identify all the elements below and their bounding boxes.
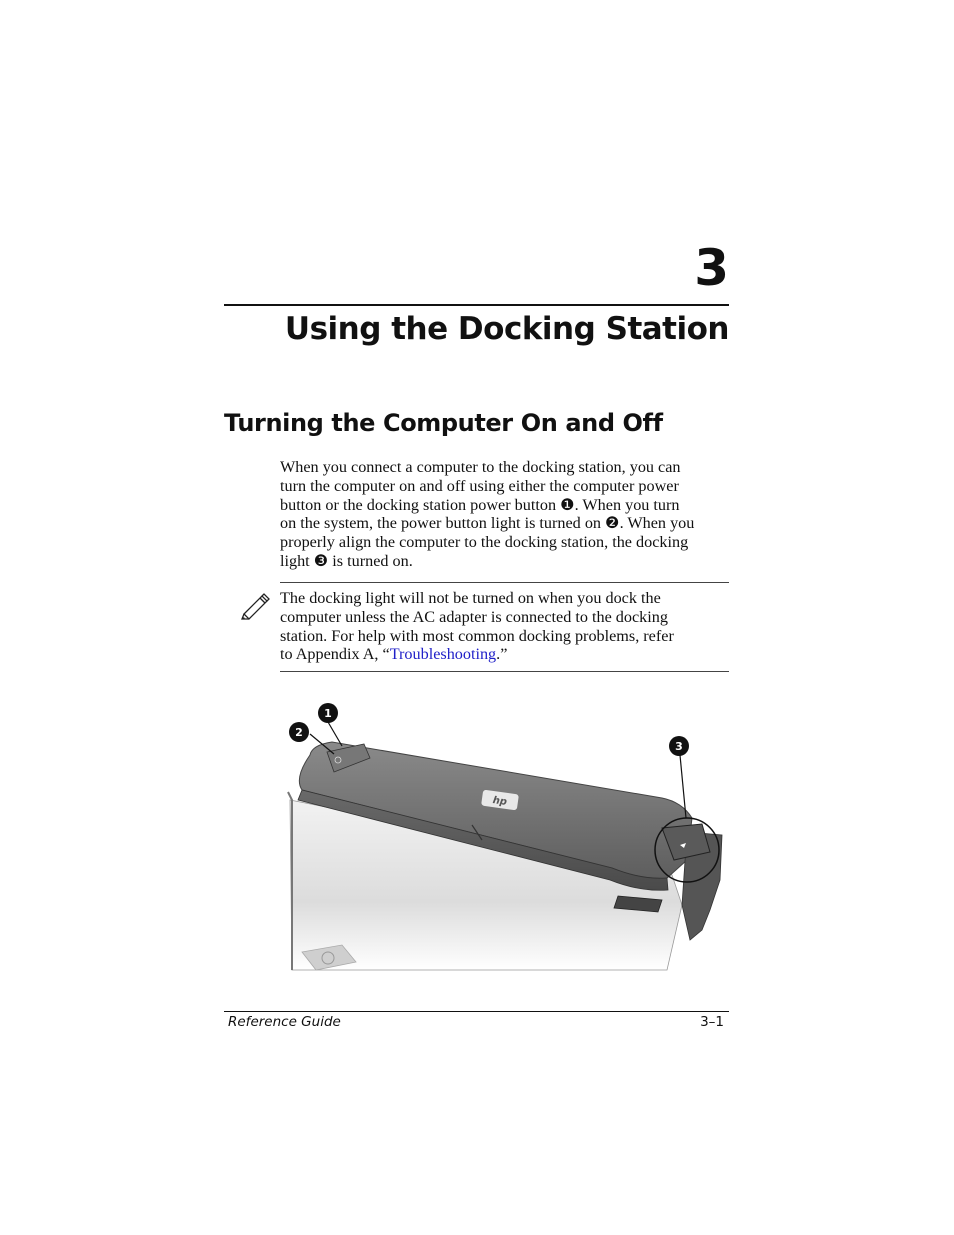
body-line: on the system, the power button light is turned on ❷. When you [280,514,695,533]
footer-page-number: 3–1 [700,1014,724,1030]
callout-3: 3 [675,740,683,753]
footer-rule [224,1011,729,1012]
troubleshooting-link[interactable]: Troubleshooting [389,645,497,664]
hp-logo-text: hp [491,795,508,808]
chapter-title-rule [224,304,729,306]
pencil-note-icon [240,590,272,620]
chapter-number: 3 [694,239,729,297]
body-paragraph [280,458,730,571]
docking-station-figure [282,700,728,975]
body-line: button or the docking station power button ❶. When you turn [280,495,680,514]
chapter-title: Using the Docking Station [284,311,729,347]
docking-station-illustration [282,700,728,975]
note-line-suffix: .” [496,645,508,664]
callout-2: 2 [295,726,303,739]
note-line: computer unless the AC adapter is connected to the docking [280,607,668,626]
callout-1: 1 [324,707,332,720]
note-line [280,645,729,664]
body-line: turn the computer on and off using either the computer power [280,476,679,495]
body-line: light ❸ is turned on. [280,551,413,570]
body-line: When you connect a computer to the docking station, you can [280,458,681,476]
footer-doc-title: Reference Guide [228,1014,341,1030]
note-rule-top [280,582,729,583]
note-line: The docking light will not be turned on when you dock the [280,589,661,607]
body-line: properly align the computer to the docking station, the docking [280,533,689,552]
note-line-prefix: to Appendix A, “ [280,645,390,664]
note-text [280,589,729,664]
section-heading: Turning the Computer On and Off [224,409,663,437]
note-rule-bottom [280,671,729,672]
note-line: station. For help with most common docking problems, refer [280,626,674,645]
